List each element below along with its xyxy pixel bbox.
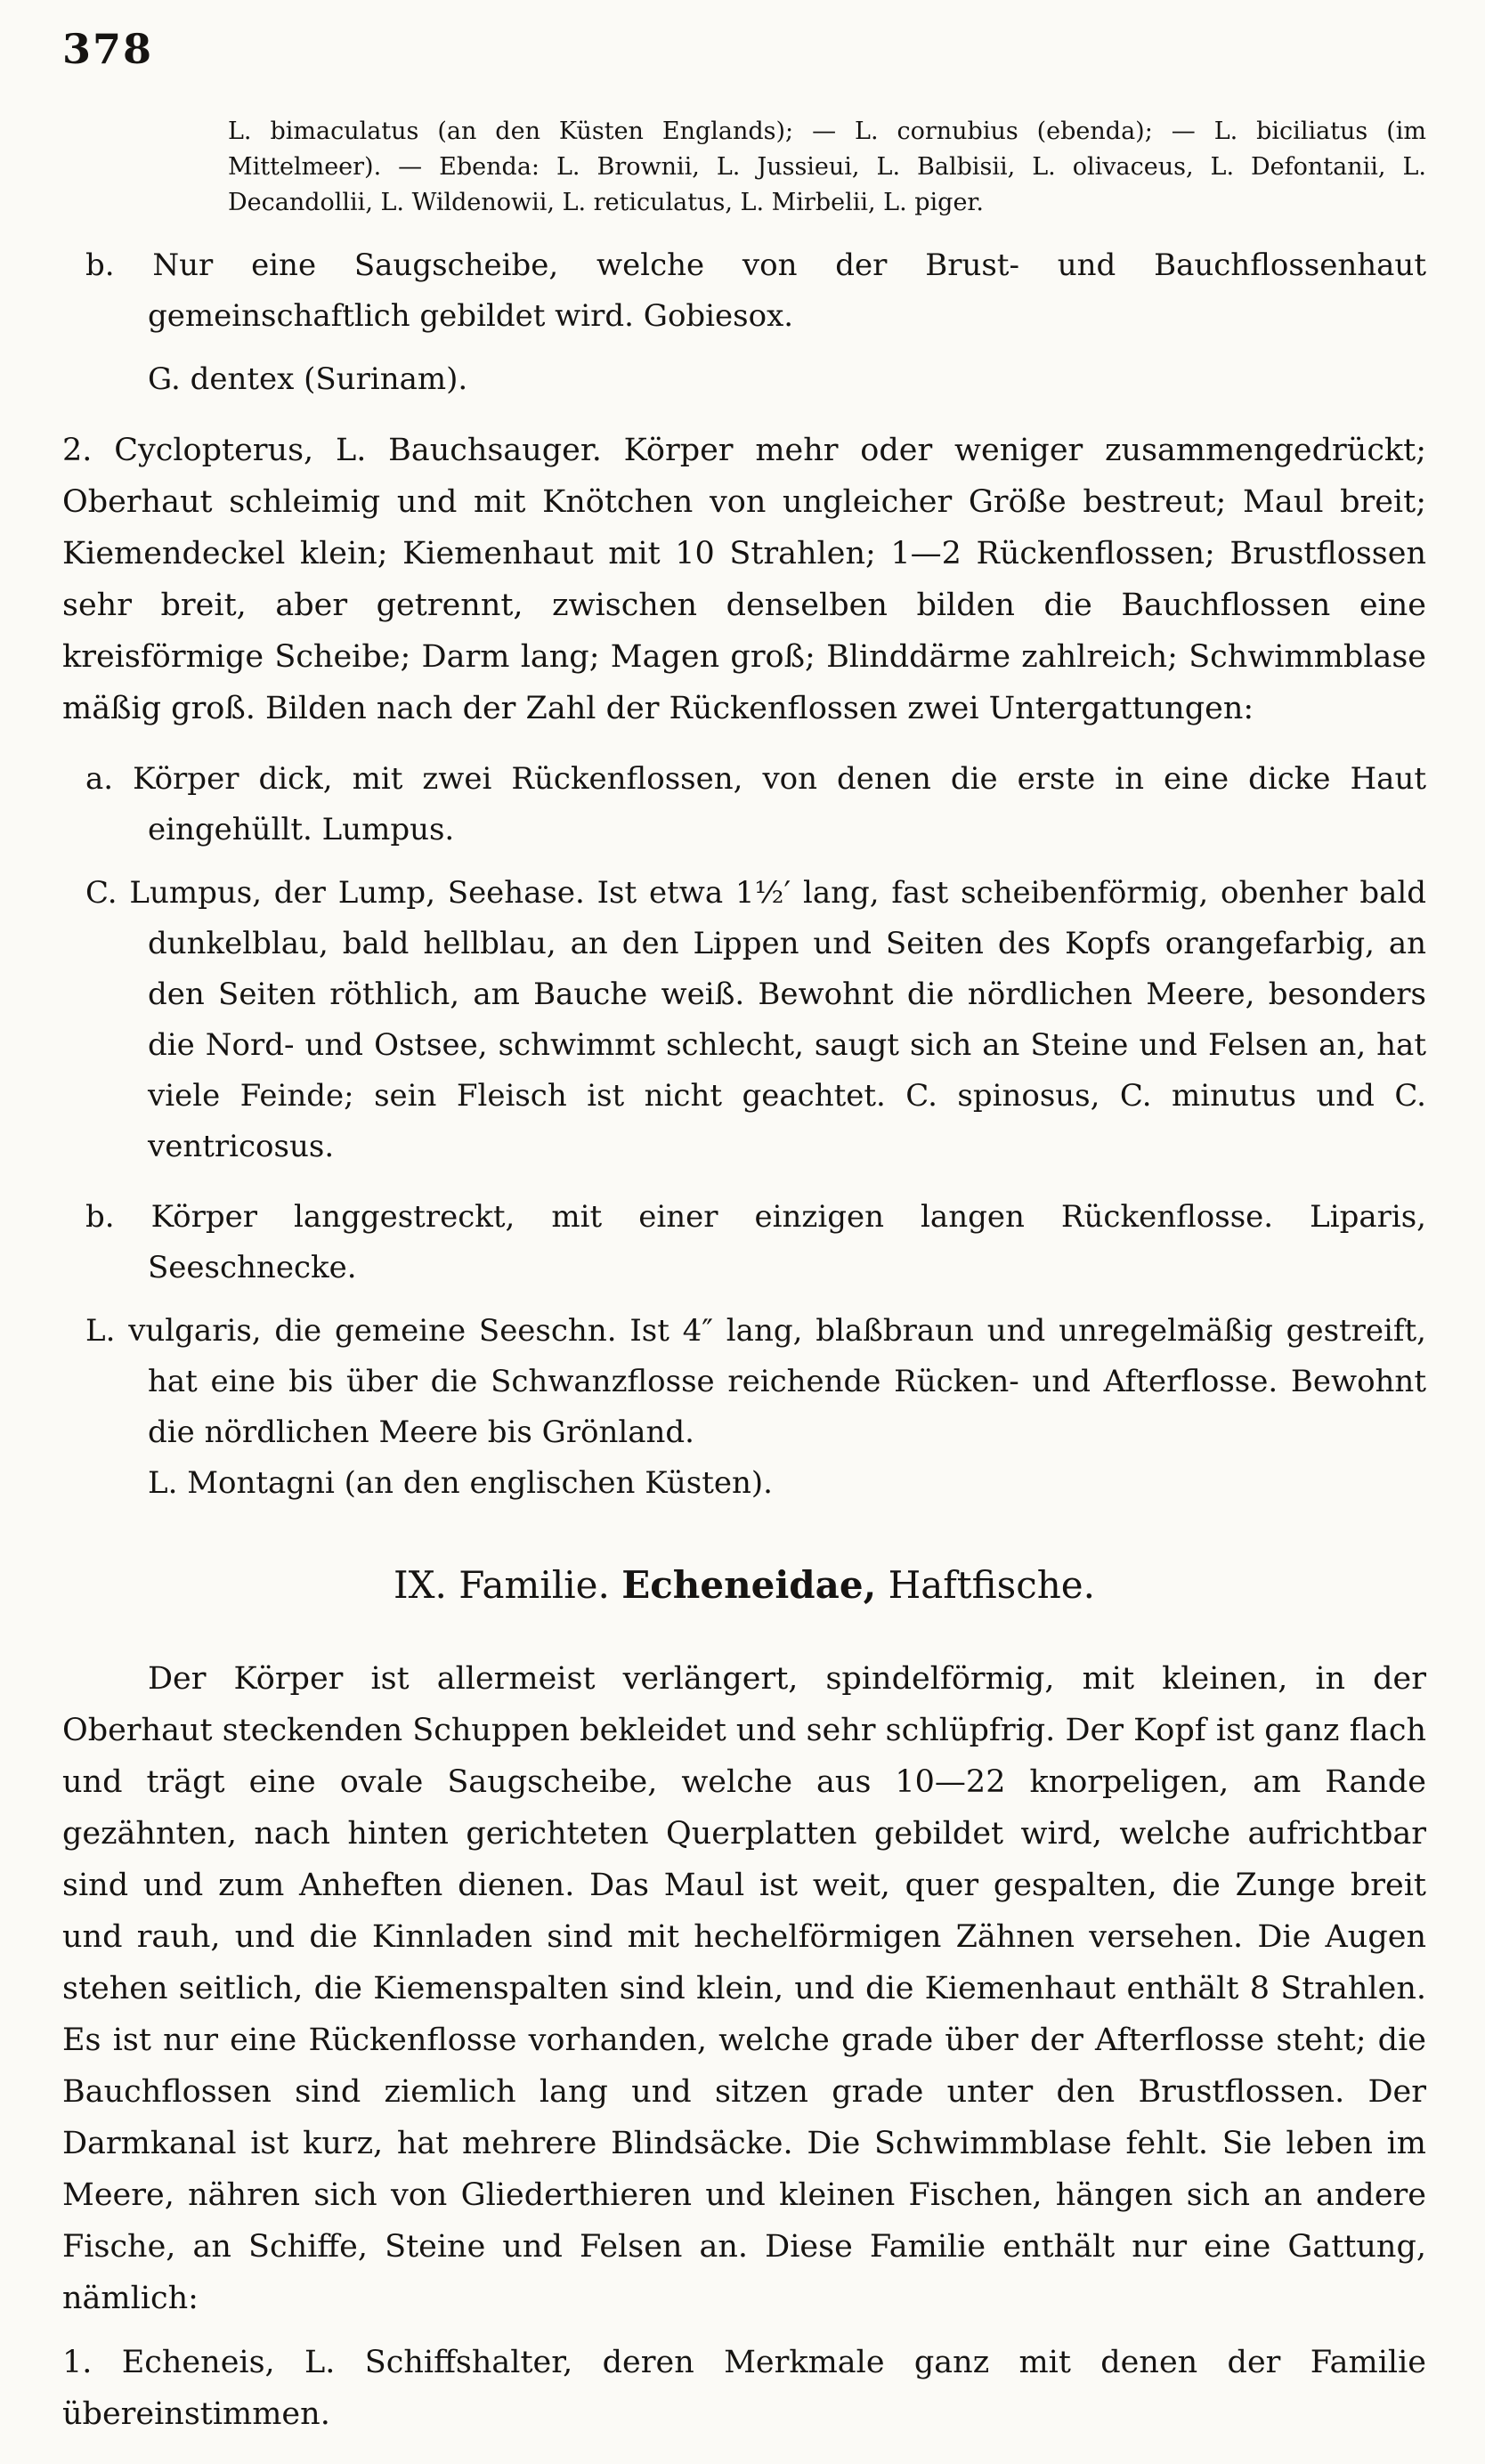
- genus-echeneis-paragraph: 1. Echeneis, L. Schiffshalter, deren Merkmale ganz mit denen der Familie übereinstimmen.: [62, 2345, 1426, 2432]
- species-lumpus-paragraph: C. Lumpus, der Lump, Seehase. Ist etwa 1½′ lang, fast scheibenförmig, obenher bald dunkelblau, bald hellblau, an den Lippen und Seiten des Kopfs orangefarbig, an den Seiten röthlich, am Bauche weiß. Bewohnt die nördlichen Meere, besonders die Nord- und Ostsee, schwimmt schlecht, saugt sich an Steine und Felsen an, hat viele Feinde; sein Fleisch ist nicht geachtet. C. spinosus, C. minutus und C. ventricosus.: [85, 875, 1426, 1164]
- subgenus-liparis-paragraph: b. Körper langgestreckt, mit einer einzigen langen Rückenflosse. Liparis, Seeschnecke.: [85, 1199, 1426, 1285]
- family-heading-latin: Echeneidae,: [621, 1563, 877, 1607]
- subgenus-lumpus-paragraph: a. Körper dick, mit zwei Rückenflossen, von denen die erste in eine dicke Haut eingehüllt. Lumpus.: [85, 761, 1426, 847]
- family-heading-german: Haftfische.: [888, 1563, 1095, 1607]
- subgenus-gobiesox-paragraph: b. Nur eine Saugscheibe, welche von der Brust- und Bauchflossenhaut gemeinschaftlich gebildet wird. Gobiesox.: [85, 247, 1426, 334]
- family-heading-prefix: IX. Familie.: [394, 1563, 610, 1607]
- family-heading: [62, 1559, 1426, 1612]
- species-liparis-vulgaris-paragraph: L. vulgaris, die gemeine Seeschn. Ist 4″ lang, blaßbraun und unregelmäßig gestreift, hat eine bis über die Schwanzflosse reichende Rücken- und Afterflosse. Bewohnt die nördlichen Meere bis Grönland.: [85, 1313, 1426, 1450]
- page-number: 378: [62, 25, 154, 73]
- species-list-paragraph: L. bimaculatus (an den Küsten Englands); — L. cornubius (ebenda); — L. biciliatus (im Mittelmeer). — Ebenda: L. Brownii, L. Jussieui, L. Balbisii, L. olivaceus, L. Defontanii, L. Decandollii, L. Wildenowii, L. reticulatus, L. Mirbelii, L. piger.: [228, 118, 1426, 216]
- species-gobiesox-dentex: G. dentex (Surinam).: [148, 361, 468, 397]
- page-body: [62, 114, 1426, 2440]
- family-description-paragraph: Der Körper ist allermeist verlängert, spindelförmig, mit kleinen, in der Oberhaut steckenden Schuppen bekleidet und sehr schlüpfrig. Der Kopf ist ganz flach und trägt eine ovale Saugscheibe, welche aus 10—22 knorpeligen, am Rande gezähnten, nach hinten gerichteten Querplatten gebildet wird, welche aufrichtbar sind und zum Anheften dienen. Das Maul ist weit, quer gespalten, die Zunge breit und rauh, und die Kinnladen sind mit hechelförmigen Zähnen versehen. Die Augen stehen seitlich, die Kiemenspalten sind klein, und die Kiemenhaut enthält 8 Strahlen. Es ist nur eine Rückenflosse vorhanden, welche grade über der Afterflosse steht; die Bauchflossen sind ziemlich lang und sitzen grade unter den Brustflossen. Der Darmkanal ist kurz, hat mehrere Blindsäcke. Die Schwimmblase fehlt. Sie leben im Meere, nähren sich von Gliederthieren und kleinen Fischen, hängen sich an andere Fische, an Schiffe, Steine und Felsen an. Diese Familie enthält nur eine Gattung, nämlich:: [62, 1661, 1426, 2316]
- genus-cyclopterus-paragraph: 2. Cyclopterus, L. Bauchsauger. Körper mehr oder weniger zusammengedrückt; Oberhaut schleimig und mit Knötchen von ungleicher Größe bestreut; Maul breit; Kiemendeckel klein; Kiemenhaut mit 10 Strahlen; 1—2 Rückenflossen; Brustflossen sehr breit, aber getrennt, zwischen denselben bilden die Bauchflossen eine kreisförmige Scheibe; Darm lang; Magen groß; Blinddärme zahlreich; Schwimmblase mäßig groß. Bilden nach der Zahl der Rückenflossen zwei Untergattungen:: [62, 433, 1426, 726]
- species-liparis-montagni: L. Montagni (an den englischen Küsten).: [148, 1465, 773, 1501]
